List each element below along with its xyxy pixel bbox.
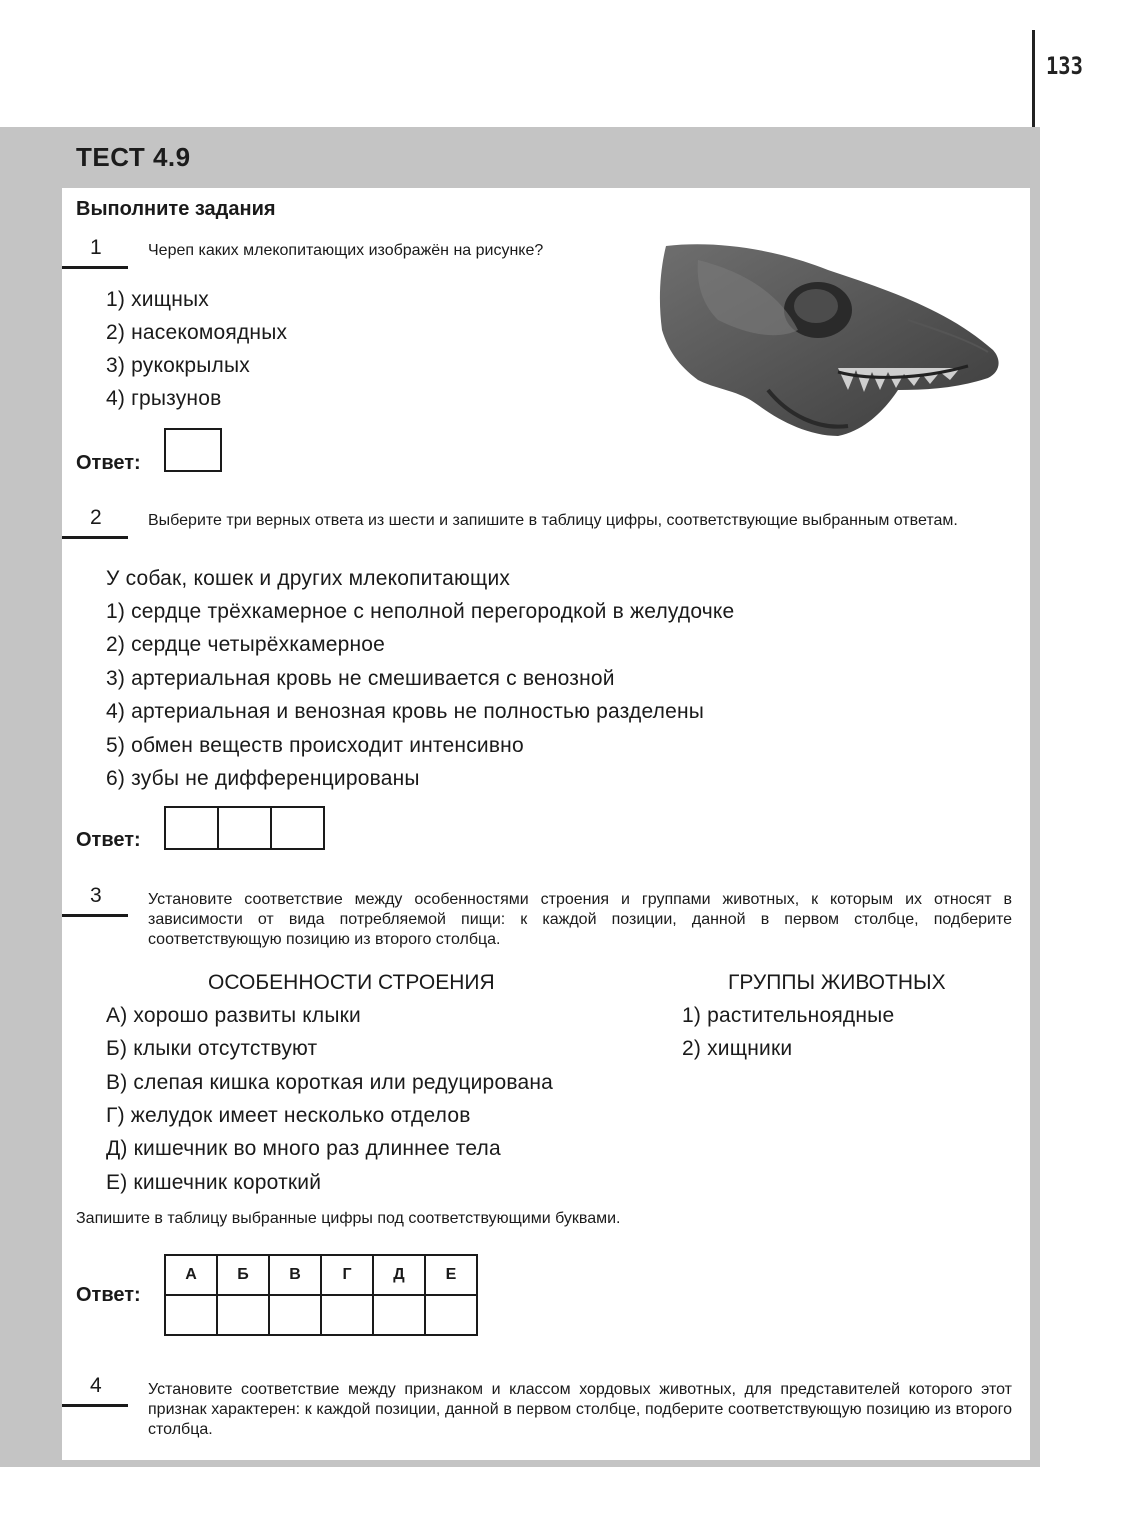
q4-number: 4 (90, 1374, 102, 1397)
q3-left-item: Е) кишечник короткий (106, 1171, 322, 1194)
q3-answer-cell[interactable] (217, 1295, 269, 1335)
q3-right-item: 2) хищники (682, 1037, 793, 1060)
q3-letter-v: В (269, 1255, 321, 1295)
q2-stem: У собак, кошек и других млекопитающих (106, 567, 511, 590)
q2-option: 2) сердце четырёхкамерное (106, 633, 386, 656)
q3-text: Установите соответствие между особенностями строения и группами животных, к которым их относят в зависимости от вида потребляемой пищи: к каждой позиции, данной в первом столбце, подберите соответствующую позицию из второго столбца. (148, 891, 1012, 948)
q3-right-item: 1) растительноядные (682, 1004, 895, 1027)
page-number: 133 (1046, 52, 1083, 80)
q3-number-bar (62, 914, 128, 917)
q2-number: 2 (90, 506, 102, 529)
q3-number: 3 (90, 884, 102, 907)
q3-left-item: В) слепая кишка короткая или редуцирована (106, 1071, 553, 1094)
q3-answer-cell[interactable] (269, 1295, 321, 1335)
instruction-heading: Выполните задания (76, 198, 276, 220)
q2-text: Выберите три верных ответа из шести и запишите в таблицу цифры, соответствующие выбранным ответам. (148, 512, 958, 529)
q3-table-instruction: Запишите в таблицу выбранные цифры под соответствующими буквами. (76, 1210, 621, 1227)
q2-answer-cell[interactable] (218, 807, 271, 849)
q3-answer-cell[interactable] (425, 1295, 477, 1335)
q3-left-item: Б) клыки отсутствуют (106, 1037, 318, 1060)
q1-option: 1) хищных (106, 288, 210, 311)
q2-number-bar (62, 536, 128, 539)
q3-letter-d: Д (373, 1255, 425, 1295)
q1-answer-label: Ответ: (76, 452, 141, 474)
q3-right-header: ГРУППЫ ЖИВОТНЫХ (728, 971, 946, 994)
q4-text: Установите соответствие между признаком и классом хордовых животных, для представителей которого этот признак характерен: к каждой позиции, данной в первом столбце, подберите соответствующую позицию из второго столбца. (148, 1381, 1012, 1438)
q3-answer-grid (164, 1254, 478, 1336)
q2-answer-cell[interactable] (271, 807, 324, 849)
q3-letter-a: А (165, 1255, 217, 1295)
q1-number-bar (62, 266, 128, 269)
q1-number: 1 (90, 236, 102, 259)
margin-rule (1032, 30, 1035, 130)
q1-text: Череп каких млекопитающих изображён на рисунке? (148, 242, 544, 259)
q3-letter-b: Б (217, 1255, 269, 1295)
q2-option: 1) сердце трёхкамерное с неполной перегородкой в желудочке (106, 600, 735, 623)
q3-answer-cell[interactable] (165, 1295, 217, 1335)
q3-left-item: Г) желудок имеет несколько отделов (106, 1104, 471, 1127)
q3-left-item: Д) кишечник во много раз длиннее тела (106, 1137, 501, 1160)
q1-option: 2) насекомоядных (106, 321, 288, 344)
test-content (62, 188, 1030, 1460)
q3-letter-g: Г (321, 1255, 373, 1295)
q1-option: 3) рукокрылых (106, 354, 250, 377)
q2-option: 6) зубы не дифференцированы (106, 767, 420, 790)
q3-answer-label: Ответ: (76, 1284, 141, 1306)
q2-answer-cell[interactable] (165, 807, 218, 849)
q2-answer-label: Ответ: (76, 829, 141, 851)
q1-answer-box[interactable] (164, 428, 222, 472)
skull-image (658, 240, 1004, 440)
q2-option: 3) артериальная кровь не смешивается с венозной (106, 667, 615, 690)
q3-answer-cell[interactable] (373, 1295, 425, 1335)
q3-answer-cell[interactable] (321, 1295, 373, 1335)
q3-letter-e: Е (425, 1255, 477, 1295)
q1-option: 4) грызунов (106, 387, 222, 410)
q3-left-header: ОСОБЕННОСТИ СТРОЕНИЯ (208, 971, 495, 994)
q2-option: 5) обмен веществ происходит интенсивно (106, 734, 524, 757)
test-title: ТЕСТ 4.9 (76, 142, 191, 172)
q3-left-item: А) хорошо развиты клыки (106, 1004, 361, 1027)
q2-answer-grid (164, 806, 325, 850)
q4-number-bar (62, 1404, 128, 1407)
q2-option: 4) артериальная и венозная кровь не полностью разделены (106, 700, 705, 723)
